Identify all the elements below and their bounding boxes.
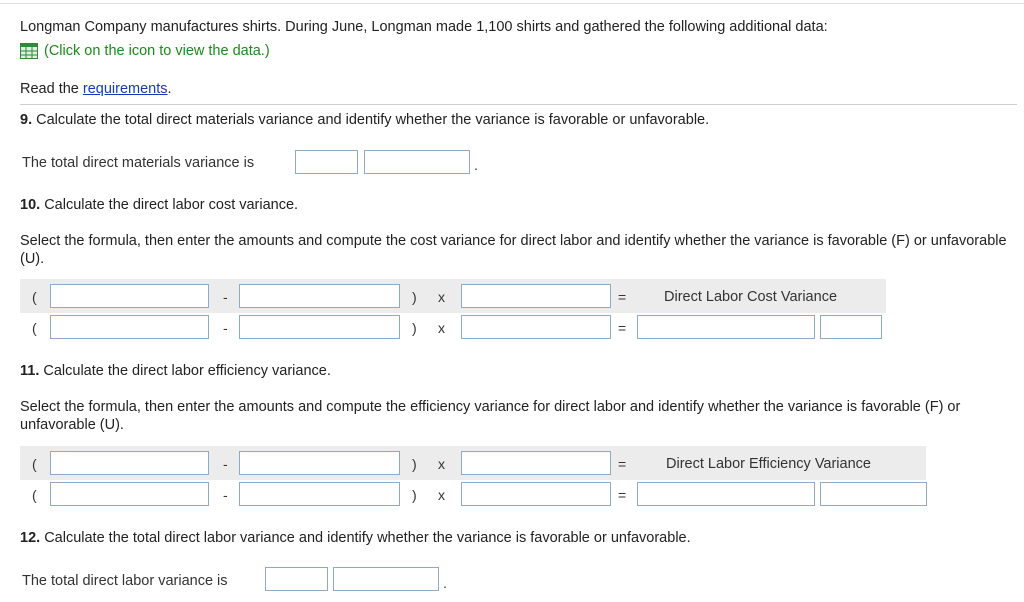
q11-v-close-paren: ) (412, 487, 417, 503)
top-border (0, 3, 1024, 4)
q12-answer-label: The total direct labor variance is (22, 573, 228, 589)
q10-v-amount-3[interactable] (461, 315, 611, 339)
q9-variance-amount-input[interactable] (295, 150, 358, 174)
q9-end-period: . (474, 157, 478, 173)
requirements-link[interactable]: requirements (82, 81, 168, 97)
q11-h-open-paren: ( (32, 456, 37, 472)
read-prefix: Read the (20, 81, 79, 97)
q11-v-times: x (438, 487, 445, 503)
q9-text: Calculate the total direct materials variance and identify whether the variance is favorable or unfavorable. (36, 112, 710, 128)
q10-question (20, 196, 298, 214)
q11-h-equals: = (618, 456, 627, 472)
q10-v-times: x (438, 320, 445, 336)
q12-number: 12. (20, 530, 41, 546)
q10-variance-type-input[interactable] (820, 315, 882, 339)
q11-result-label: Direct Labor Efficiency Variance (666, 456, 871, 472)
q10-h-minus: - (223, 289, 228, 305)
q11-instructions: Select the formula, then enter the amounts and compute the efficiency variance for direct labor and identify whether the variance is favorable (F) or unfavorable (U). (20, 399, 961, 433)
q11-h-times: x (438, 456, 445, 472)
q10-h-formula-item-3[interactable] (461, 284, 611, 308)
q11-variance-type-input[interactable] (820, 482, 927, 506)
q9-answer-label: The total direct materials variance is (22, 155, 255, 171)
view-data-link[interactable]: (Click on the icon to view the data.) (44, 43, 270, 59)
q10-result-label: Direct Labor Cost Variance (664, 289, 838, 305)
q11-number: 11. (20, 363, 40, 379)
q11-h-formula-item-1[interactable] (50, 451, 209, 475)
q11-question (20, 362, 331, 380)
q10-variance-amount-input[interactable] (637, 315, 815, 339)
q10-h-formula-item-1[interactable] (50, 284, 209, 308)
q12-variance-amount-input[interactable] (265, 567, 328, 591)
q10-h-close-paren: ) (412, 289, 417, 305)
q11-v-open-paren: ( (32, 487, 37, 503)
q11-v-equals: = (618, 487, 627, 503)
q11-v-amount-3[interactable] (461, 482, 611, 506)
q11-text: Calculate the direct labor efficiency variance. (43, 363, 331, 379)
q11-v-amount-1[interactable] (50, 482, 209, 506)
section-divider (20, 104, 1017, 105)
q11-h-formula-item-2[interactable] (239, 451, 400, 475)
q11-h-minus: - (223, 456, 228, 472)
q11-variance-amount-input[interactable] (637, 482, 815, 506)
intro-text: Longman Company manufactures shirts. During June, Longman made 1,100 shirts and gathered the following additional data: (20, 19, 828, 35)
q10-h-open-paren: ( (32, 289, 37, 305)
q11-v-minus: - (223, 487, 228, 503)
data-table-icon[interactable] (20, 43, 38, 59)
q9-question (20, 111, 709, 129)
q12-text: Calculate the total direct labor variance and identify whether the variance is favorable or unfavorable. (44, 530, 691, 546)
q9-number: 9. (20, 112, 33, 128)
q12-end-period: . (443, 575, 447, 591)
q10-v-equals: = (618, 320, 627, 336)
q10-number: 10. (20, 197, 41, 213)
q11-v-amount-2[interactable] (239, 482, 400, 506)
q12-variance-type-input[interactable] (333, 567, 439, 591)
q10-h-formula-item-2[interactable] (239, 284, 400, 308)
q12-question (20, 529, 691, 547)
read-requirements-line (20, 80, 172, 98)
q10-h-times: x (438, 289, 445, 305)
q10-v-close-paren: ) (412, 320, 417, 336)
q11-h-formula-item-3[interactable] (461, 451, 611, 475)
q10-v-amount-2[interactable] (239, 315, 400, 339)
q11-h-close-paren: ) (412, 456, 417, 472)
q10-h-equals: = (618, 289, 627, 305)
q10-text: Calculate the direct labor cost variance. (44, 197, 299, 213)
q10-v-amount-1[interactable] (50, 315, 209, 339)
read-suffix: . (167, 81, 172, 97)
q9-variance-type-input[interactable] (364, 150, 470, 174)
q10-instructions: Select the formula, then enter the amounts and compute the cost variance for direct labor and identify whether the variance is favorable (F) or unfavorable (U). (20, 233, 1007, 267)
q10-v-open-paren: ( (32, 320, 37, 336)
q10-v-minus: - (223, 320, 228, 336)
